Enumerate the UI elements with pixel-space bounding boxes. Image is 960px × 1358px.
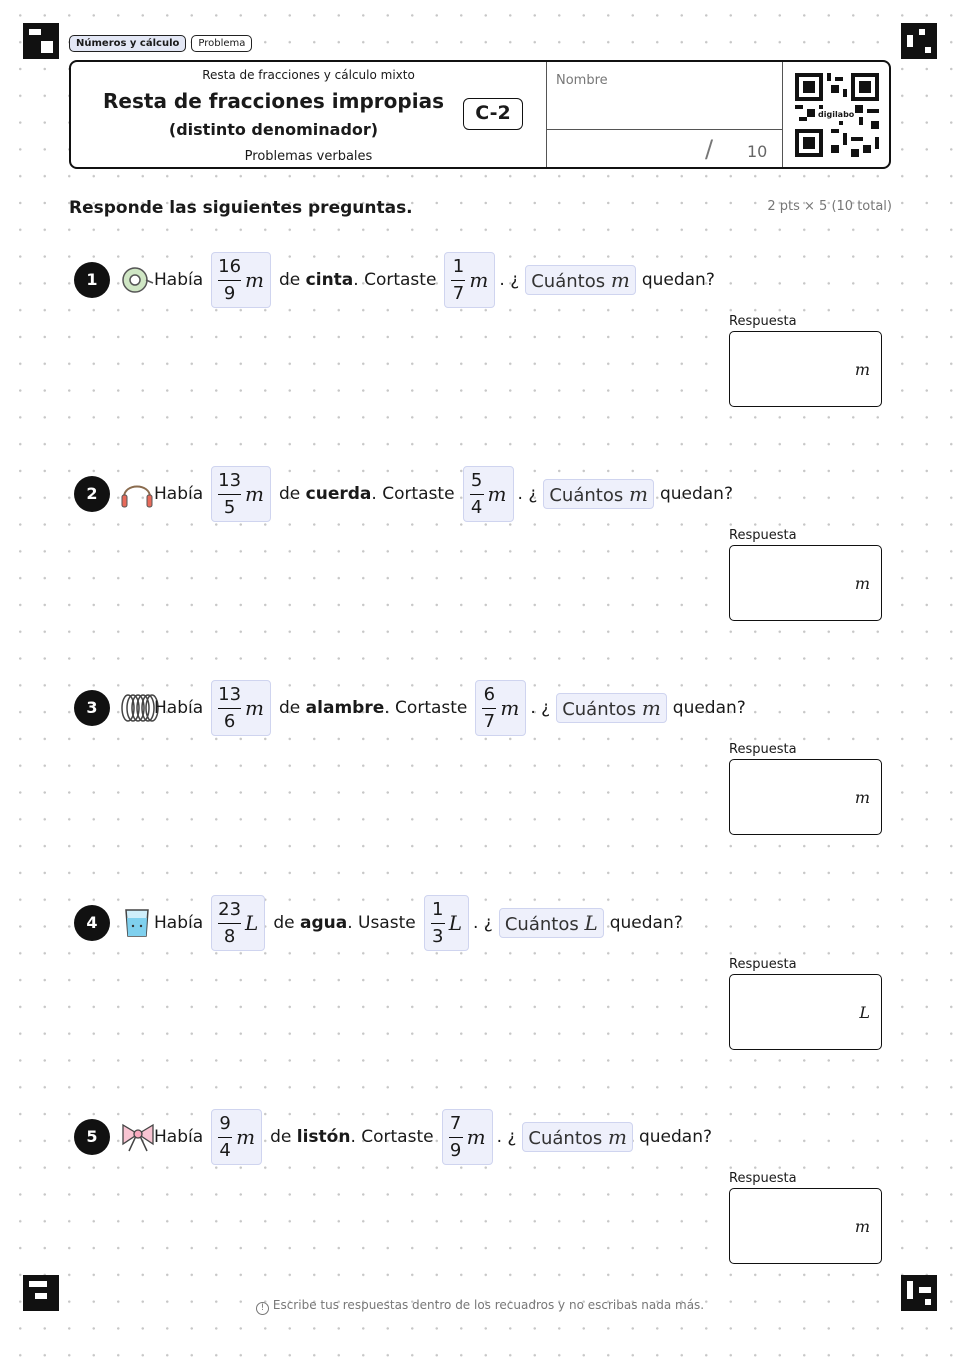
unit-label: m bbox=[245, 268, 265, 292]
unit-label: m bbox=[487, 482, 507, 506]
tag-list bbox=[69, 35, 252, 52]
answer-box-1[interactable] bbox=[729, 331, 882, 407]
initial-amount bbox=[211, 1109, 262, 1165]
name-score-panel bbox=[546, 62, 782, 167]
footer-note bbox=[0, 1298, 960, 1315]
worksheet-header bbox=[69, 60, 891, 169]
question-number: 1 bbox=[74, 262, 110, 298]
name-label: Nombre bbox=[556, 73, 608, 88]
worksheet-code: C-2 bbox=[463, 98, 523, 130]
unit-label: m bbox=[469, 268, 489, 292]
fraction-denominator: 5 bbox=[223, 496, 236, 518]
fraction-initial bbox=[218, 256, 241, 305]
points-info: 2 pts × 5 (10 total) bbox=[767, 199, 892, 214]
question-number: 4 bbox=[74, 905, 110, 941]
item-name: agua bbox=[299, 913, 348, 933]
fraction-bar bbox=[451, 280, 465, 281]
unit-label: m bbox=[628, 482, 648, 506]
question-4 bbox=[74, 893, 683, 953]
tag-numeros-calculo[interactable]: Números y cálculo bbox=[69, 35, 186, 52]
question-text-how: . ¿ bbox=[499, 270, 520, 290]
question-text-remain: quedan? bbox=[641, 270, 715, 290]
fraction-numerator: 1 bbox=[431, 898, 444, 920]
fraction-numerator: 9 bbox=[219, 1112, 231, 1134]
item-name: cinta bbox=[305, 270, 354, 290]
water-glass-icon bbox=[120, 906, 154, 940]
fraction-denominator: 9 bbox=[223, 282, 236, 304]
answer-unit: m bbox=[854, 360, 870, 379]
initial-amount bbox=[211, 466, 271, 522]
fraction-initial bbox=[218, 684, 241, 733]
unit-label: m bbox=[466, 1125, 486, 1149]
question-1 bbox=[74, 250, 715, 310]
question-text-action: . Cortaste bbox=[350, 1127, 434, 1147]
fraction-removed bbox=[431, 899, 445, 948]
fraction-denominator: 7 bbox=[452, 282, 465, 304]
fraction-bar bbox=[218, 923, 241, 924]
question-text-had: Había bbox=[154, 484, 204, 504]
ask-word: Cuántos bbox=[562, 699, 637, 720]
question-ask-box bbox=[556, 693, 667, 723]
question-2 bbox=[74, 464, 733, 524]
tape-icon bbox=[120, 263, 154, 297]
question-ask-box bbox=[522, 1122, 633, 1152]
header-category: Problemas verbales bbox=[244, 149, 373, 164]
answer-box-3[interactable] bbox=[729, 759, 882, 835]
qr-panel bbox=[782, 62, 889, 167]
fraction-bar bbox=[449, 1137, 463, 1138]
question-text-action: . Cortaste bbox=[384, 698, 468, 718]
fraction-denominator: 3 bbox=[431, 925, 444, 947]
question-ask-box bbox=[525, 265, 636, 295]
page-title-secondary: (distinto denominador) bbox=[168, 120, 379, 139]
answer-label: Respuesta bbox=[729, 528, 797, 543]
answer-label: Respuesta bbox=[729, 1171, 797, 1186]
question-text-remain: quedan? bbox=[659, 484, 733, 504]
initial-amount bbox=[211, 252, 271, 308]
answer-unit: m bbox=[854, 1217, 870, 1236]
answer-unit: m bbox=[854, 788, 870, 807]
fraction-numerator: 23 bbox=[218, 898, 242, 920]
question-number: 2 bbox=[74, 476, 110, 512]
removed-amount bbox=[444, 252, 495, 308]
fraction-bar bbox=[431, 923, 445, 924]
fraction-bar bbox=[218, 280, 241, 281]
answer-label: Respuesta bbox=[729, 314, 797, 329]
ask-word: Cuántos bbox=[549, 485, 624, 506]
question-ask-box bbox=[499, 908, 604, 938]
unit-label: L bbox=[448, 911, 462, 935]
answer-box-2[interactable] bbox=[729, 545, 882, 621]
removed-amount bbox=[424, 895, 469, 951]
rope-icon bbox=[120, 477, 154, 511]
score-max: 10 bbox=[747, 142, 768, 161]
wire-coil-icon bbox=[120, 691, 154, 725]
answer-unit: L bbox=[859, 1003, 870, 1022]
question-text-had: Había bbox=[154, 270, 204, 290]
fraction-removed bbox=[470, 470, 484, 519]
fraction-removed bbox=[449, 1113, 463, 1162]
initial-amount bbox=[211, 680, 271, 736]
question-text-action: . Usaste bbox=[347, 913, 416, 933]
unit-label: m bbox=[245, 482, 265, 506]
question-text-had: Había bbox=[154, 913, 204, 933]
fraction-numerator: 13 bbox=[218, 683, 242, 705]
ask-word: Cuántos bbox=[528, 1128, 603, 1149]
question-5 bbox=[74, 1107, 712, 1167]
fraction-initial bbox=[218, 1113, 232, 1162]
initial-amount bbox=[211, 895, 265, 951]
tag-problema[interactable]: Problema bbox=[191, 35, 252, 52]
corner-marker-top-left bbox=[23, 23, 59, 59]
question-text-of: de bbox=[279, 698, 306, 718]
answer-label: Respuesta bbox=[729, 957, 797, 972]
fraction-denominator: 6 bbox=[223, 710, 236, 732]
fraction-initial bbox=[218, 470, 241, 519]
question-text-how: . ¿ bbox=[530, 698, 551, 718]
item-name: alambre bbox=[305, 698, 385, 718]
unit-label: m bbox=[245, 696, 265, 720]
fraction-numerator: 5 bbox=[470, 469, 483, 491]
instructions: Responde las siguientes preguntas. bbox=[69, 198, 413, 218]
unit-label: m bbox=[610, 268, 630, 292]
fraction-removed bbox=[451, 256, 465, 305]
fraction-removed bbox=[482, 684, 496, 733]
fraction-denominator: 4 bbox=[470, 496, 483, 518]
fraction-bar bbox=[218, 708, 241, 709]
fraction-bar bbox=[218, 1137, 232, 1138]
item-name: cuerda bbox=[305, 484, 372, 504]
page-title: Resta de fracciones impropias bbox=[103, 89, 444, 113]
fraction-numerator: 16 bbox=[218, 255, 242, 277]
question-text-how: . ¿ bbox=[473, 913, 493, 933]
question-text-action: . Cortaste bbox=[353, 270, 437, 290]
qr-label: digilabo bbox=[818, 110, 855, 119]
removed-amount bbox=[463, 466, 514, 522]
fraction-numerator: 6 bbox=[483, 683, 496, 705]
unit-label: m bbox=[608, 1125, 627, 1149]
fraction-bar bbox=[470, 494, 484, 495]
removed-amount bbox=[475, 680, 526, 736]
question-number: 3 bbox=[74, 690, 110, 726]
question-text-of: de bbox=[279, 270, 306, 290]
answer-box-5[interactable] bbox=[729, 1188, 882, 1264]
info-icon: ! bbox=[256, 1302, 269, 1315]
question-text-remain: quedan? bbox=[638, 1127, 713, 1147]
unit-label: L bbox=[245, 911, 259, 935]
question-text-how: . ¿ bbox=[496, 1127, 517, 1147]
ribbon-bow-icon bbox=[120, 1120, 154, 1154]
answer-label: Respuesta bbox=[729, 742, 797, 757]
fraction-numerator: 13 bbox=[218, 469, 242, 491]
unit-label: m bbox=[641, 696, 661, 720]
question-text-of: de bbox=[273, 913, 300, 933]
fraction-denominator: 8 bbox=[223, 925, 236, 947]
unit-label: L bbox=[584, 911, 598, 935]
item-name: listón bbox=[296, 1127, 351, 1147]
footer-text: Escribe tus respuestas dentro de los recuadros y no escribas nada más. bbox=[272, 1298, 705, 1312]
score-slash: / bbox=[705, 135, 714, 163]
question-text-remain: quedan? bbox=[672, 698, 746, 718]
corner-marker-top-right bbox=[901, 23, 937, 59]
unit-label: m bbox=[236, 1125, 256, 1149]
ask-word: Cuántos bbox=[531, 271, 606, 292]
question-text-how: . ¿ bbox=[517, 484, 538, 504]
fraction-bar bbox=[482, 708, 496, 709]
answer-unit: m bbox=[854, 574, 870, 593]
divider bbox=[547, 129, 782, 130]
question-3 bbox=[74, 678, 746, 738]
question-text-of: de bbox=[270, 1127, 297, 1147]
ask-word: Cuántos bbox=[504, 914, 579, 935]
question-text-had: Había bbox=[154, 698, 204, 718]
fraction-denominator: 4 bbox=[219, 1139, 231, 1161]
question-number: 5 bbox=[74, 1119, 110, 1155]
fraction-initial bbox=[218, 899, 241, 948]
answer-box-4[interactable] bbox=[729, 974, 882, 1050]
fraction-numerator: 1 bbox=[452, 255, 465, 277]
question-text-of: de bbox=[279, 484, 306, 504]
unit-label: m bbox=[500, 696, 520, 720]
header-subtitle: Resta de fracciones y cálculo mixto bbox=[202, 68, 415, 82]
question-text-action: . Cortaste bbox=[371, 484, 455, 504]
removed-amount bbox=[442, 1109, 493, 1165]
fraction-denominator: 9 bbox=[449, 1139, 462, 1161]
fraction-numerator: 7 bbox=[449, 1112, 462, 1134]
question-text-had: Había bbox=[154, 1127, 204, 1147]
fraction-denominator: 7 bbox=[483, 710, 496, 732]
question-text-remain: quedan? bbox=[609, 913, 683, 933]
question-ask-box bbox=[543, 479, 654, 509]
fraction-bar bbox=[218, 494, 241, 495]
